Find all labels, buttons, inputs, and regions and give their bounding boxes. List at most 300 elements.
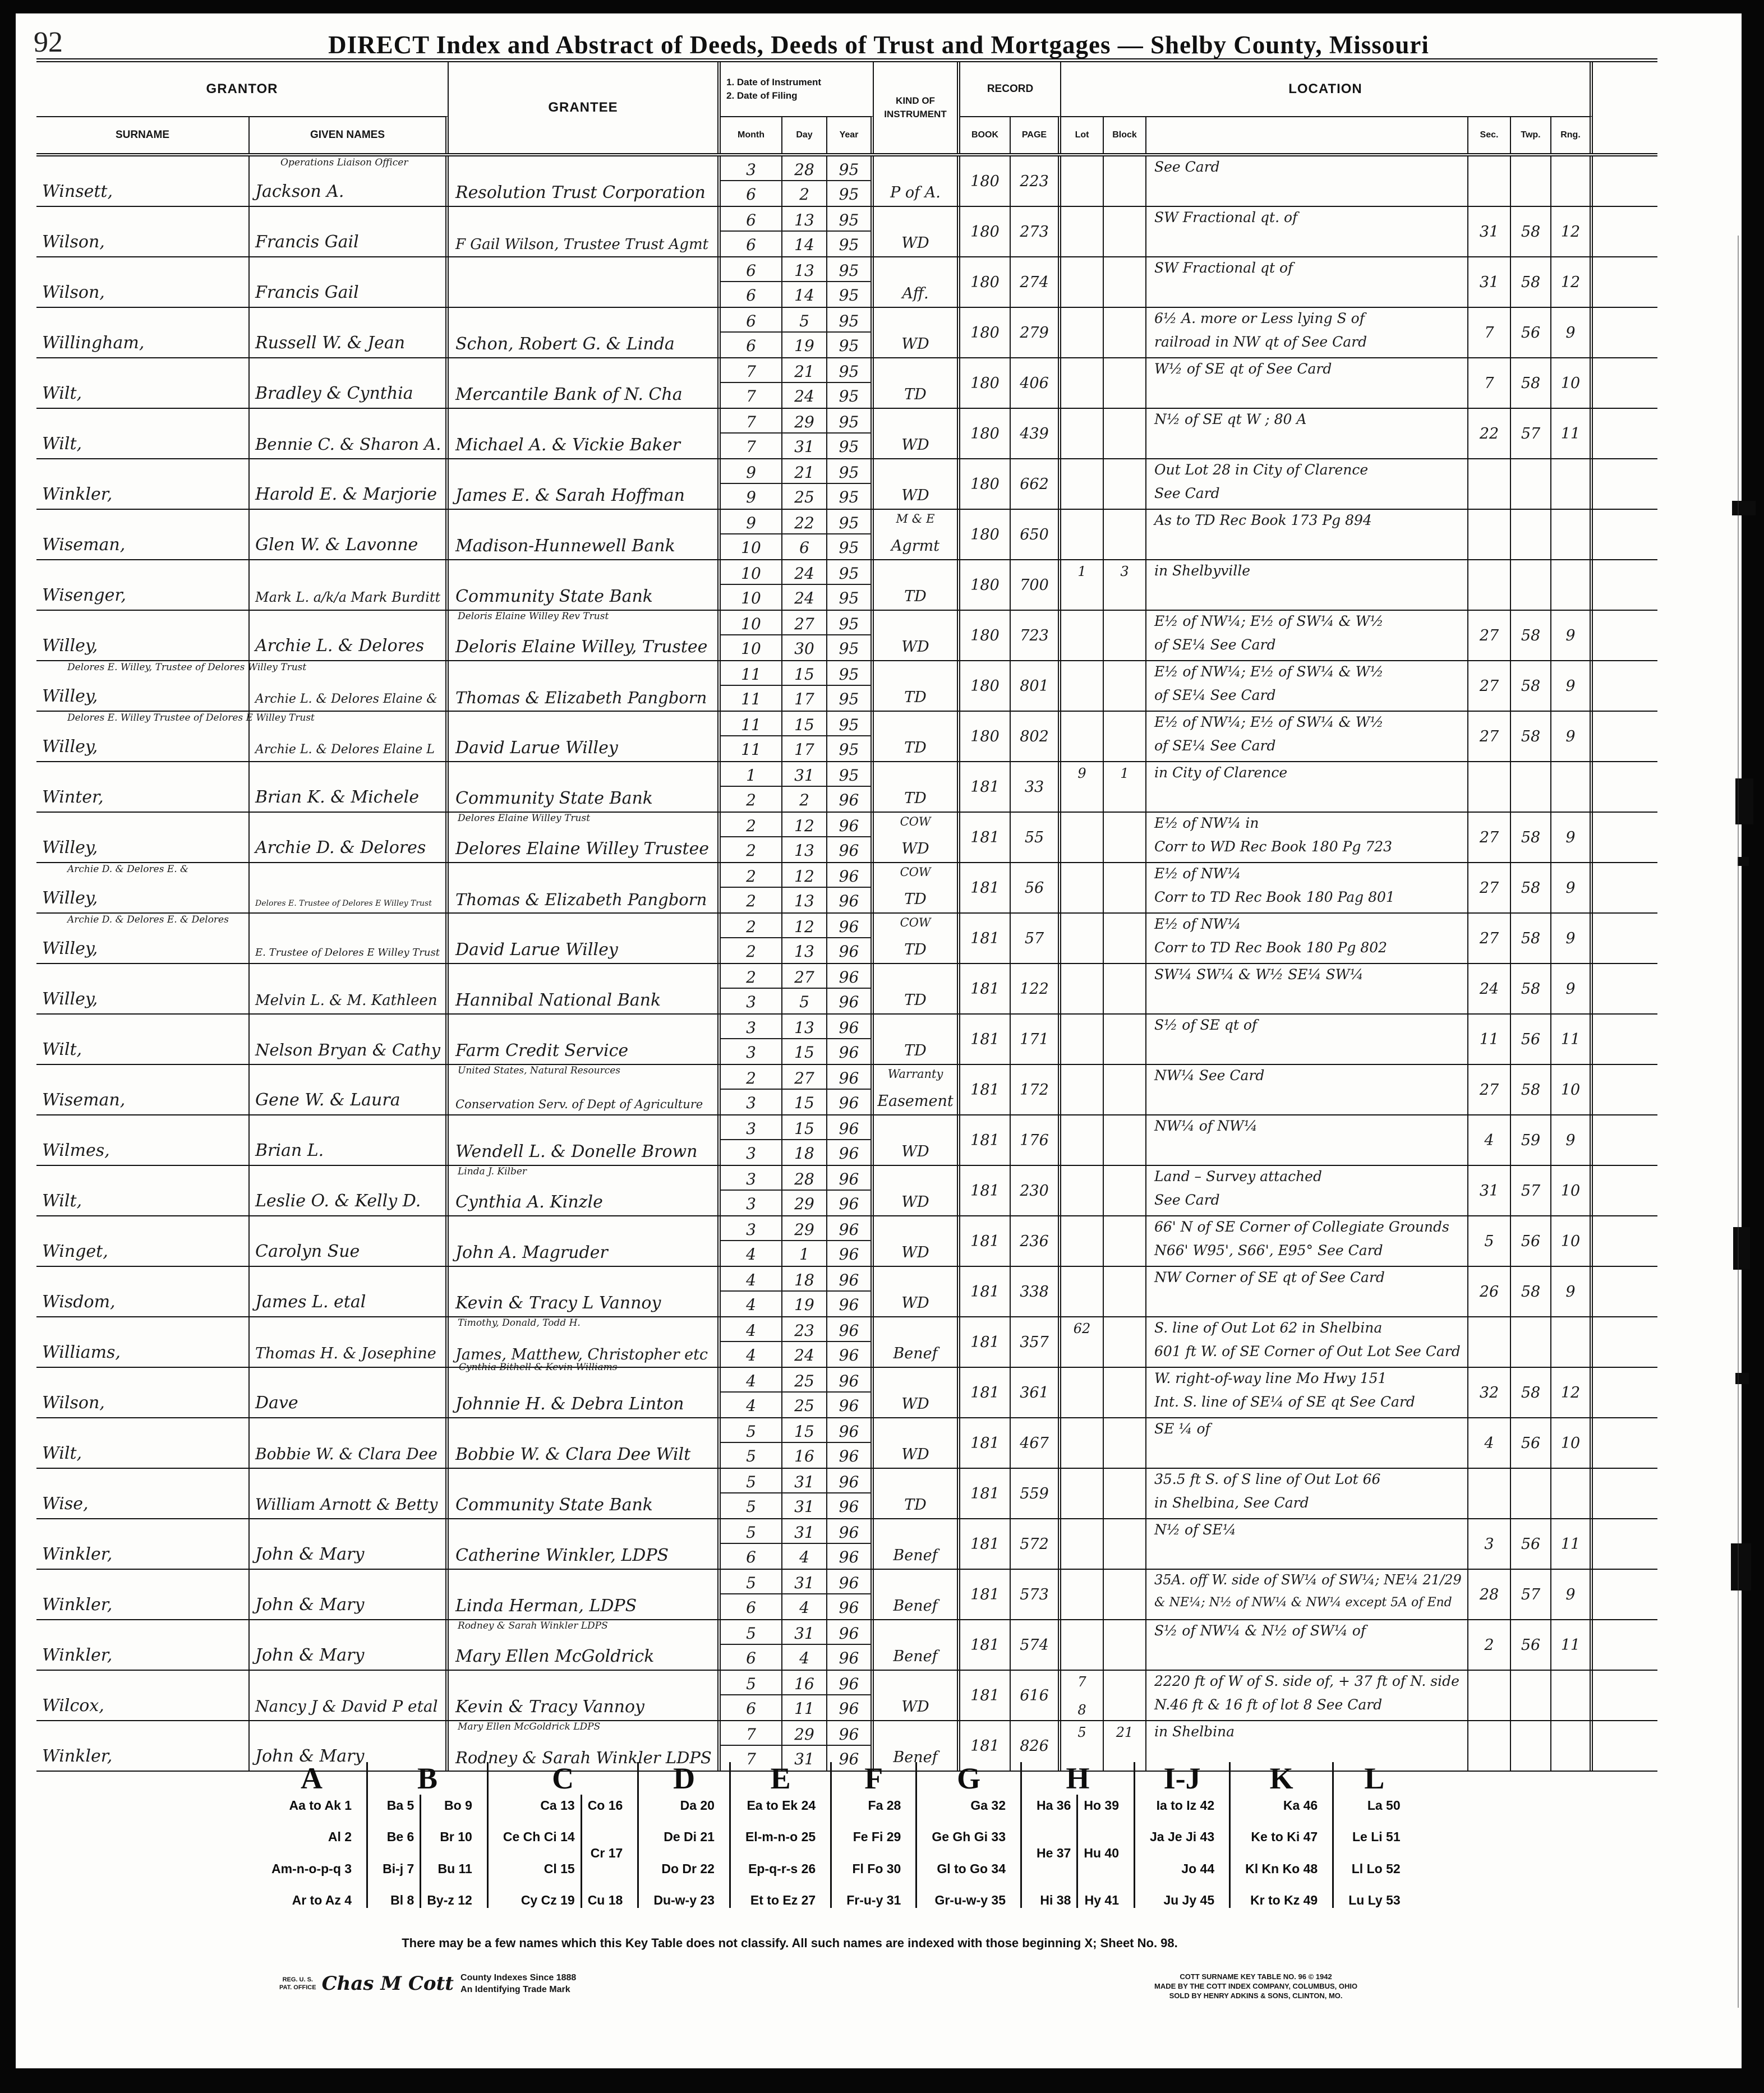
range: 12 [1551, 1368, 1593, 1417]
year-1: 95 [827, 156, 871, 181]
key-entry: Kr to Kz 49 [1250, 1892, 1318, 1907]
given-names: Nelson Bryan & Cathy [255, 1040, 441, 1059]
surname: Willey, [42, 939, 98, 958]
key-entry: Hu 40 [1084, 1845, 1120, 1860]
kind-of-instrument: TD [904, 739, 927, 757]
day-1: 15 [782, 1418, 826, 1443]
surname: Wilmes, [42, 1141, 110, 1160]
record-book: 181 [960, 1317, 1011, 1367]
month-1: 3 [721, 1015, 781, 1039]
kind-of-instrument: TD [904, 790, 927, 807]
month-2: 3 [746, 1043, 756, 1062]
surname: Willingham, [42, 333, 145, 353]
row-margin [1593, 1267, 1657, 1316]
month-2: 6 [746, 236, 756, 254]
key-entry: Bo 9 [444, 1798, 472, 1813]
surname: Winkler, [42, 1746, 113, 1766]
month-2: 4 [746, 1245, 756, 1264]
surname: Willey, [42, 636, 98, 656]
imprint-line1: County Indexes Since 1888 [460, 1973, 577, 1983]
imprint-right2: MADE BY THE COTT INDEX COMPANY, COLUMBUS, OHIO [1154, 1982, 1358, 1990]
year-1: 95 [827, 257, 871, 282]
month-2: 6 [746, 185, 756, 204]
day-1: 29 [782, 1721, 826, 1746]
section: 3 [1468, 1519, 1511, 1569]
key-entry: Ar to Az 4 [292, 1892, 352, 1907]
record-book: 180 [960, 510, 1011, 559]
day-1: 21 [782, 459, 826, 484]
year-1: 96 [827, 1317, 871, 1342]
location-line2: Corr to WD Rec Book 180 Pg 723 [1154, 838, 1393, 855]
grantee: Madison-Hunnewell Bank [455, 536, 675, 556]
range [1551, 1671, 1593, 1720]
year-1: 95 [827, 762, 871, 787]
key-group-k [1229, 1762, 1332, 1908]
header-record: RECORD [960, 62, 1061, 116]
location-line1: NW¼ of NW¼ [1154, 1118, 1258, 1134]
key-letter: E [770, 1762, 791, 1795]
day-1: 5 [782, 308, 826, 333]
record-page: 57 [1011, 914, 1061, 963]
location-line1: E½ of NW¼; E½ of SW¼ & W½ [1154, 613, 1384, 629]
day-1: 25 [782, 1368, 826, 1393]
month-2: 3 [746, 1195, 756, 1213]
range: 9 [1551, 611, 1593, 660]
record-book: 180 [960, 308, 1011, 357]
grantee-top: United States, Natural Resources [458, 1065, 621, 1076]
given-names: Bobbie W. & Clara Dee [255, 1445, 437, 1463]
key-entry: Lu Ly 53 [1348, 1892, 1401, 1907]
key-column [1076, 1795, 1125, 1908]
key-entry: Bu 11 [437, 1861, 472, 1876]
day-1: 22 [782, 510, 826, 534]
given-names: Thomas H. & Josephine [255, 1345, 436, 1362]
surname-annotation: Archie D. & Delores E. & Delores [67, 914, 229, 925]
header-book: BOOK [960, 116, 1011, 153]
key-entry: Ha 36 [1037, 1798, 1071, 1813]
key-entry: Co 16 [587, 1798, 623, 1813]
header-margin [1593, 62, 1657, 153]
year-2: 95 [839, 589, 859, 607]
key-column [648, 1795, 720, 1908]
day-2: 25 [794, 1396, 814, 1415]
grantee: Bobbie W. & Clara Dee Wilt [455, 1445, 691, 1464]
binder-mark [1733, 1227, 1750, 1270]
header-month: Month [721, 116, 782, 153]
day-1: 28 [782, 156, 826, 181]
year-1: 96 [827, 964, 871, 989]
range: 9 [1551, 1570, 1593, 1619]
grantee-top: Rodney & Sarah Winkler LDPS [458, 1620, 608, 1631]
day-1: 13 [782, 207, 826, 232]
grantee: James, Matthew, Christopher etc [455, 1346, 708, 1363]
key-entry: El-m-n-o 25 [745, 1829, 816, 1845]
township: 58 [1511, 1065, 1551, 1114]
section: 22 [1468, 409, 1511, 458]
month-1: 5 [721, 1418, 781, 1443]
month-2: 3 [746, 1094, 756, 1112]
township: 56 [1511, 1418, 1551, 1468]
year-2: 96 [839, 791, 859, 809]
given-names: Jackson A. [255, 182, 344, 201]
day-2: 2 [799, 185, 809, 204]
block: 3 [1120, 564, 1129, 579]
key-entry: Cl 15 [544, 1861, 575, 1876]
year-2: 96 [839, 841, 859, 860]
year-2: 96 [839, 1750, 859, 1768]
row-margin [1593, 914, 1657, 963]
given-names: Brian L. [255, 1141, 324, 1160]
year-2: 96 [839, 1396, 859, 1415]
record-book: 181 [960, 813, 1011, 862]
table-row [36, 1216, 1657, 1267]
record-book: 181 [960, 1469, 1011, 1518]
table-row [36, 308, 1657, 358]
kind-of-instrument: Aff. [902, 285, 929, 302]
kind-top: COW [900, 815, 931, 828]
table-row [36, 1267, 1657, 1317]
location-line2: of SE¼ See Card [1154, 687, 1276, 703]
year-2: 95 [839, 437, 859, 456]
record-page: 559 [1011, 1469, 1061, 1518]
section: 4 [1468, 1115, 1511, 1165]
location-line1: W½ of SE qt of See Card [1154, 361, 1332, 377]
month-1: 6 [721, 257, 781, 282]
table-row [36, 863, 1657, 914]
day-1: 15 [782, 661, 826, 686]
table-row [36, 1570, 1657, 1620]
header-twp: Twp. [1511, 116, 1551, 153]
location-line1: S. line of Out Lot 62 in Shelbina [1154, 1320, 1383, 1336]
header-given-names: GIVEN NAMES [250, 116, 449, 153]
township: 58 [1511, 813, 1551, 862]
key-letter: K [1269, 1762, 1293, 1795]
year-1: 95 [827, 560, 871, 585]
key-column [740, 1795, 821, 1908]
record-page: 274 [1011, 257, 1061, 307]
row-margin [1593, 1721, 1657, 1771]
year-1: 95 [827, 409, 871, 434]
record-book: 181 [960, 762, 1011, 812]
month-2: 10 [741, 589, 761, 607]
month-1: 7 [721, 358, 781, 383]
month-1: 7 [721, 409, 781, 434]
township [1511, 1317, 1551, 1367]
record-page: 56 [1011, 863, 1061, 912]
day-2: 16 [794, 1447, 814, 1465]
day-1: 31 [782, 1570, 826, 1594]
month-1: 4 [721, 1267, 781, 1292]
row-margin [1593, 1115, 1657, 1165]
grantee: Michael A. & Vickie Baker [455, 435, 680, 455]
grantee: Mary Ellen McGoldrick [455, 1647, 655, 1666]
surname: Wilt, [42, 1191, 82, 1211]
header-lot: Lot [1061, 116, 1104, 153]
row-margin [1593, 257, 1657, 307]
key-letter: H [1066, 1762, 1090, 1795]
grantee: Community State Bank [455, 789, 653, 808]
key-entry: Fa 28 [868, 1798, 901, 1813]
range: 10 [1551, 358, 1593, 408]
key-column [420, 1795, 478, 1908]
grantee-top: Deloris Elaine Willey Rev Trust [458, 611, 609, 622]
surname: Winkler, [42, 1645, 113, 1665]
location-line1: SW Fractional qt. of [1154, 209, 1298, 225]
year-2: 96 [839, 1346, 859, 1364]
row-margin [1593, 1519, 1657, 1569]
surname: Williams, [42, 1343, 121, 1362]
location-line2: N.46 ft & 16 ft of lot 8 See Card [1154, 1696, 1383, 1713]
kind-of-instrument: WD [901, 487, 929, 504]
year-1: 96 [827, 1015, 871, 1039]
section: 5 [1468, 1216, 1511, 1266]
month-2: 6 [746, 336, 756, 355]
given-names: Melvin L. & M. Kathleen [255, 992, 437, 1009]
year-1: 96 [827, 1216, 871, 1241]
section: 31 [1468, 1166, 1511, 1215]
key-entry: Ep-q-r-s 26 [748, 1861, 816, 1876]
table-row [36, 409, 1657, 459]
month-1: 4 [721, 1368, 781, 1393]
key-entry: He 37 [1037, 1845, 1071, 1860]
record-book: 180 [960, 712, 1011, 761]
record-book: 181 [960, 964, 1011, 1013]
township [1511, 156, 1551, 206]
kind-of-instrument: Easement [877, 1092, 954, 1110]
kind-of-instrument: Benef [893, 1597, 938, 1615]
month-1: 5 [721, 1620, 781, 1645]
row-margin [1593, 712, 1657, 761]
grantee: Conservation Serv. of Dept of Agriculture [455, 1098, 703, 1111]
key-entry: Be 6 [386, 1829, 414, 1845]
record-book: 181 [960, 1620, 1011, 1670]
surname: Wiseman, [42, 1090, 126, 1110]
row-margin [1593, 863, 1657, 912]
row-margin [1593, 1216, 1657, 1266]
township [1511, 1721, 1551, 1771]
month-1: 5 [721, 1671, 781, 1695]
day-2: 2 [799, 791, 809, 809]
table-row [36, 1368, 1657, 1418]
key-group-d [637, 1762, 729, 1908]
key-group-h [1020, 1762, 1134, 1908]
range: 9 [1551, 1267, 1593, 1316]
location-line1: in Shelbina [1154, 1723, 1235, 1740]
section [1468, 1721, 1511, 1771]
record-page: 826 [1011, 1721, 1061, 1771]
day-2: 6 [799, 538, 809, 557]
range [1551, 1317, 1593, 1367]
table-row [36, 1418, 1657, 1469]
location-line1: 35.5 ft S. of S line of Out Lot 66 [1154, 1471, 1381, 1487]
lot: 1 [1077, 564, 1086, 579]
month-1: 3 [721, 156, 781, 181]
location-line1: E½ of NW¼ [1154, 865, 1241, 882]
day-1: 15 [782, 712, 826, 736]
record-book: 181 [960, 1519, 1011, 1569]
table-row [36, 156, 1657, 207]
key-entry: Aa to Ak 1 [289, 1798, 352, 1813]
year-2: 95 [839, 690, 859, 708]
location-line1: S½ of NW¼ & N½ of SW¼ of [1154, 1622, 1366, 1639]
month-2: 6 [746, 1649, 756, 1667]
record-page: 662 [1011, 459, 1061, 509]
given-names: Nancy J & David P etal [255, 1697, 438, 1716]
year-2: 96 [839, 1497, 859, 1516]
grantee: Community State Bank [455, 1495, 653, 1515]
location-line1: N½ of SE qt W ; 80 A [1154, 411, 1307, 427]
given-names: John & Mary [255, 1746, 365, 1766]
key-entry: Cu 18 [587, 1893, 623, 1907]
key-entry: Br 10 [440, 1829, 472, 1845]
row-margin [1593, 1065, 1657, 1114]
table-row [36, 207, 1657, 257]
year-2: 96 [839, 993, 859, 1011]
day-2: 29 [794, 1195, 814, 1213]
record-page: 723 [1011, 611, 1061, 660]
section: 7 [1468, 358, 1511, 408]
table-row [36, 358, 1657, 409]
day-2: 15 [794, 1094, 814, 1112]
grantee: Catherine Winkler, LDPS [455, 1546, 669, 1565]
month-2: 10 [741, 639, 761, 658]
surname: Wilt, [42, 1040, 82, 1059]
lot: 62 [1073, 1321, 1091, 1336]
kind-of-instrument: TD [904, 689, 927, 706]
range: 10 [1551, 1065, 1593, 1114]
record-page: 802 [1011, 712, 1061, 761]
row-margin [1593, 1570, 1657, 1619]
key-letter: C [552, 1762, 574, 1795]
day-2: 31 [794, 1750, 814, 1768]
month-1: 3 [721, 1115, 781, 1140]
kind-of-instrument: TD [904, 1042, 927, 1059]
grantee: David Larue Willey [455, 940, 618, 960]
location-line1: See Card [1154, 159, 1220, 175]
key-group-g [915, 1762, 1020, 1908]
record-page: 801 [1011, 661, 1061, 711]
header-day: Day [782, 116, 827, 153]
record-page: 171 [1011, 1015, 1061, 1064]
year-1: 96 [827, 1570, 871, 1594]
given-names: Gene W. & Laura [255, 1090, 400, 1110]
year-2: 96 [839, 1649, 859, 1667]
key-letter: G [957, 1762, 981, 1795]
year-2: 95 [839, 488, 859, 506]
binder-mark [1732, 501, 1756, 515]
location-line1: Out Lot 28 in City of Clarence [1154, 462, 1369, 478]
key-column [377, 1795, 420, 1908]
key-entry: Hi 38 [1040, 1893, 1071, 1907]
year-1: 96 [827, 914, 871, 938]
location-line2: railroad in NW qt of See Card [1154, 334, 1367, 350]
key-entry: By-z 12 [427, 1892, 472, 1907]
key-entry: Ia to Iz 42 [1156, 1798, 1215, 1813]
grantee: Schon, Robert G. & Linda [455, 334, 675, 354]
range: 9 [1551, 308, 1593, 357]
range [1551, 560, 1593, 610]
kind-of-instrument: Agrmt [891, 537, 940, 555]
day-2: 24 [794, 589, 814, 607]
township [1511, 1469, 1551, 1518]
day-2: 14 [794, 286, 814, 305]
township: 58 [1511, 863, 1551, 912]
key-column [926, 1795, 1011, 1908]
given-names: Brian K. & Michele [255, 787, 419, 807]
key-column [266, 1795, 357, 1908]
surname: Willey, [42, 989, 98, 1009]
kind-of-instrument: WD [901, 1143, 929, 1160]
key-entry: Ho 39 [1084, 1798, 1120, 1813]
year-2: 95 [839, 538, 859, 557]
year-2: 96 [839, 1043, 859, 1062]
key-table-note: There may be a few names which this Key Table does not classify. All such names are indexed with those beginning X; Sheet No. 98. [402, 1936, 1178, 1950]
section: 28 [1468, 1570, 1511, 1619]
month-1: 2 [721, 914, 781, 938]
location-line2: of SE¼ See Card [1154, 737, 1276, 754]
day-2: 17 [794, 740, 814, 759]
day-1: 24 [782, 560, 826, 585]
table-row [36, 1519, 1657, 1570]
key-entry: Ll Lo 52 [1351, 1861, 1401, 1876]
range: 9 [1551, 1115, 1593, 1165]
location-line1: SE ¼ of [1154, 1421, 1210, 1437]
kind-of-instrument: WD [901, 1698, 929, 1716]
grantee: Johnnie H. & Debra Linton [455, 1394, 684, 1414]
year-1: 96 [827, 863, 871, 888]
key-entry: Fe Fi 29 [853, 1829, 901, 1845]
location-line1: As to TD Rec Book 173 Pg 894 [1154, 512, 1372, 528]
year-1: 96 [827, 1166, 871, 1191]
month-2: 6 [746, 1699, 756, 1718]
location-line2: in Shelbina, See Card [1154, 1495, 1309, 1511]
key-entry: La 50 [1367, 1798, 1401, 1813]
day-1: 12 [782, 914, 826, 938]
given-names: James L. etal [255, 1292, 366, 1312]
table-row [36, 459, 1657, 510]
record-book: 180 [960, 409, 1011, 458]
range [1551, 156, 1593, 206]
range: 9 [1551, 964, 1593, 1013]
day-1: 31 [782, 762, 826, 787]
grantee-top: Delores Elaine Willey Trust [458, 813, 591, 824]
kind-of-instrument: WD [901, 436, 929, 454]
township: 58 [1511, 661, 1551, 711]
surname: Willey, [42, 737, 98, 757]
range: 10 [1551, 1418, 1593, 1468]
key-entry: Ka 46 [1283, 1798, 1318, 1813]
day-2: 4 [799, 1649, 809, 1667]
year-2: 95 [839, 336, 859, 355]
record-book: 181 [960, 1368, 1011, 1417]
page-title: DIRECT Index and Abstract of Deeds, Deeds of Trust and Mortgages — Shelby County, Missouri [328, 31, 1429, 59]
year-2: 96 [839, 1447, 859, 1465]
range: 9 [1551, 914, 1593, 963]
record-book: 181 [960, 1166, 1011, 1215]
given-names: Harold E. & Marjorie [255, 485, 437, 504]
day-2: 13 [794, 841, 814, 860]
given-names: Archie L. & Delores Elaine L [255, 743, 435, 757]
key-column [1343, 1795, 1406, 1908]
surname: Wilson, [42, 283, 105, 302]
year-2: 95 [839, 286, 859, 305]
grantee: Cynthia A. Kinzle [455, 1192, 603, 1212]
surname-annotation: Archie D. & Delores E. & [67, 864, 189, 875]
township: 56 [1511, 1015, 1551, 1064]
surname: Wilt, [42, 384, 82, 403]
section [1468, 459, 1511, 509]
row-margin [1593, 611, 1657, 660]
